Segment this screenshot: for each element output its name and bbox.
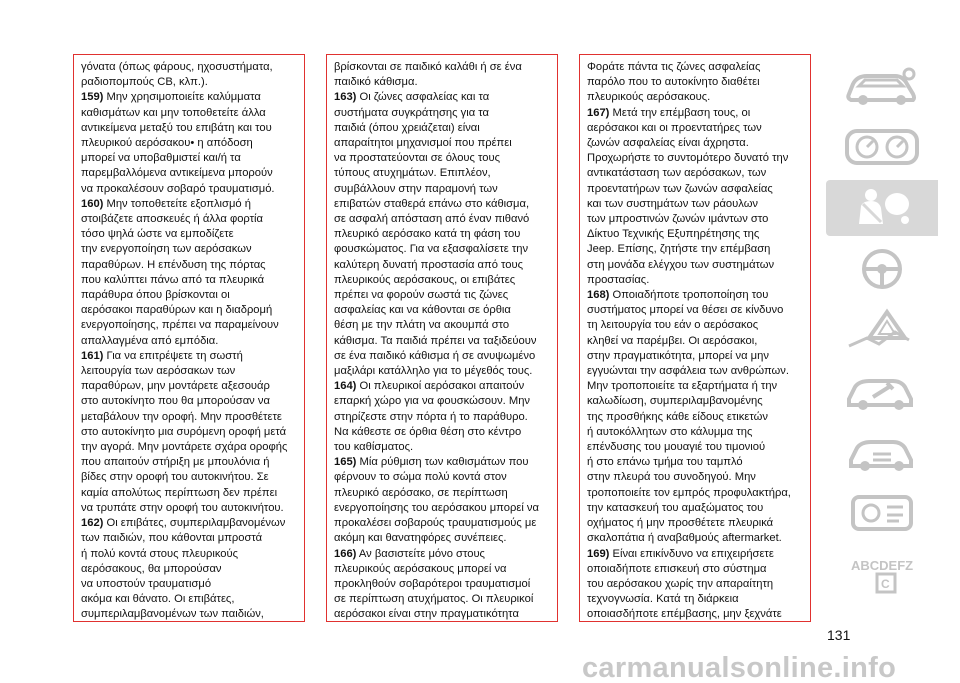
line-text: ασφαλείας και να κάθονται σε όρθια (334, 304, 511, 317)
line-text: στη μονάδα ελέγχου των συστημάτων (587, 258, 775, 271)
text-line (81, 501, 297, 516)
text-line (587, 531, 803, 546)
text-line (334, 516, 550, 531)
line-text: πλευρικού αερόσακου• η απόδοση (81, 137, 253, 150)
text-line (334, 121, 550, 136)
text-line (81, 212, 297, 227)
tab-safety[interactable] (826, 180, 938, 236)
text-line (587, 470, 803, 485)
line-text: πλευρικό αερόσακο, σε περίπτωση (334, 486, 508, 499)
line-text: λειτουργία των αερόσακων των (81, 365, 236, 378)
text-line (587, 364, 803, 379)
text-line (334, 288, 550, 303)
line-text: στο αυτοκίνητο που θα μπορούσαν να (81, 395, 270, 408)
text-line (334, 258, 550, 273)
line-text: ενεργοποίησης του αερόσακου μπορεί να (334, 501, 539, 514)
text-line (81, 607, 297, 622)
line-text: Οποιαδήποτε τροποποίηση του (609, 289, 769, 302)
tab-emergency[interactable] (826, 302, 938, 358)
line-text: βρίσκονται σε παιδικό καλάθι ή σε ένα (334, 61, 522, 73)
line-text: σε ασφαλή απόσταση από έναν πιθανό (334, 213, 530, 226)
line-text: Οι επιβάτες, συμπεριλαμβανομένων (103, 517, 286, 530)
line-text: την ενεργοποίηση των αερόσακων (81, 243, 252, 256)
text-line (334, 166, 550, 181)
line-text: ακόμη και θανατηφόρες συνέπειες. (334, 532, 507, 545)
line-text: του αερόσακου χωρίς την απαραίτητη (587, 577, 774, 590)
text-line (334, 318, 550, 333)
line-text: καλύτερη δυνατή προστασία από τους (334, 258, 524, 271)
text-column-1 (73, 54, 305, 622)
line-text: γόνατα (όπως φάρους, ηχοσυστήματα, (81, 61, 273, 73)
line-text: που καλύπτει πάνω από τα πλευρικά (81, 273, 265, 286)
line-text: Οι ζώνες ασφαλείας και τα (356, 91, 490, 104)
text-line (334, 349, 550, 364)
line-text: σκαλοπάτια ή αναβαθμούς aftermarket. (587, 532, 782, 545)
line-text: οποιαδήποτε επισκευή στο σύστημα (587, 562, 767, 575)
line-text: πλευρικούς αερόσακους. (587, 91, 711, 104)
line-text: των παιδιών, που κάθονται μπροστά (81, 532, 263, 545)
text-line (587, 562, 803, 577)
text-line (587, 197, 803, 212)
line-text: θέση με την πλάτη να ακουμπά στο (334, 319, 510, 332)
line-text: ζωνών ασφαλείας είναι άχρηστα. (587, 137, 749, 150)
text-line (81, 394, 297, 409)
line-text: ή αυτοκόλλητων στο κάλυμμα της (587, 425, 753, 438)
svg-text:C: C (881, 577, 890, 591)
text-line (334, 394, 550, 409)
text-line (81, 334, 297, 349)
text-line (81, 242, 297, 257)
text-line (334, 75, 550, 90)
page-number: 131 (827, 627, 851, 643)
text-line (587, 212, 803, 227)
line-text: καθισμάτων και μην τοποθετείτε άλλα (81, 106, 266, 119)
line-text: Μην χρησιμοποιείτε καλύμματα (103, 91, 261, 104)
dashboard-gauge-icon (843, 125, 921, 169)
line-text: οποιασδήποτε επέμβασης, μην ξεχνάτε (587, 608, 782, 621)
line-text: Φοράτε πάντα τις ζώνες ασφαλείας (587, 61, 761, 73)
line-text: φέρνουν το σώμα πολύ κοντά στον (334, 471, 507, 484)
line-text: τύπους ατυχημάτων. Επιπλέον, (334, 167, 491, 180)
text-line (81, 121, 297, 136)
line-text: τροποποιείτε τον εμπρός προφυλακτήρα, (587, 486, 791, 499)
text-line (587, 303, 803, 318)
text-line (334, 592, 550, 607)
note-number: 165) (334, 456, 357, 469)
line-text: παραθύρων, μην μοντάρετε αξεσουάρ (81, 380, 270, 393)
text-line (334, 106, 550, 121)
line-text: στο αυτοκίνητο μια συρόμενη οροφή μετά (81, 425, 287, 438)
line-text: προεντατήρων των ζωνών ασφαλείας (587, 182, 773, 195)
line-text: καμία απολύτως περίπτωση δεν πρέπει (81, 486, 278, 499)
text-line (81, 90, 297, 105)
text-line (81, 425, 297, 440)
line-text: να τρυπάτε στην οροφή του αυτοκινήτου. (81, 501, 284, 514)
text-line (81, 349, 297, 364)
text-line (81, 75, 297, 90)
text-line (587, 273, 803, 288)
line-text: ή πολύ κοντά στους πλευρικούς (81, 547, 239, 560)
line-text: μεταβάλουν την οροφή. Μην προσθέτετε (81, 410, 282, 423)
line-text: οχήματος ή μην προσθέτετε πλευρικά (587, 517, 774, 530)
line-text: παράθυρα όπου βρίσκονται οι (81, 289, 230, 302)
text-line (81, 227, 297, 242)
tab-multimedia[interactable] (826, 485, 938, 541)
line-text: προκληθούν σοβαρότεροι τραυματισμοί (334, 577, 531, 590)
line-text: του καθίσματος. (334, 441, 414, 454)
index-letters: ABCDEFZ (851, 558, 914, 573)
line-text: τεχνογνωσία. Κατά τη διάρκεια (587, 593, 739, 606)
line-text: Να κάθεστε σε όρθια θέση στο κέντρο (334, 425, 522, 438)
text-line (587, 577, 803, 592)
note-number: 163) (334, 91, 357, 104)
line-text: στην πλευρά του συνοδηγού. Μην (587, 471, 756, 484)
line-text: Jeep. Επίσης, ζητήστε την επέμβαση (587, 243, 771, 256)
text-line (587, 242, 803, 257)
tab-knowing-vehicle[interactable] (826, 58, 938, 114)
tab-dashboard[interactable] (826, 119, 938, 175)
note-number: 166) (334, 547, 357, 560)
note-number: 167) (587, 106, 610, 119)
text-line (587, 394, 803, 409)
text-line (587, 227, 803, 242)
line-text: προκαλέσει σοβαρούς τραυματισμούς με (334, 517, 537, 530)
text-line (334, 273, 550, 288)
text-line (81, 288, 297, 303)
line-text: ενεργοποίησης, πρέπει να παραμείνουν (81, 319, 279, 332)
steering-wheel-icon (843, 247, 921, 291)
text-line (587, 547, 803, 562)
line-text: συμβάλλουν στην παραμονή των (334, 182, 498, 195)
seatbelt-airbag-icon (843, 186, 921, 230)
note-number: 162) (81, 517, 104, 530)
text-line (334, 197, 550, 212)
text-line (587, 592, 803, 607)
media-settings-icon (843, 491, 921, 535)
line-text: καλωδίωση, συμπεριλαμβανομένης (587, 395, 763, 408)
line-text: Μην τοποθετείτε εξοπλισμό ή (103, 197, 251, 210)
text-line (587, 121, 803, 136)
car-outline-icon (843, 64, 921, 108)
line-text: και των συστημάτων των ράουλων (587, 197, 759, 210)
text-line (81, 303, 297, 318)
line-text: συστήματος μπορεί να θέσει σε κίνδυνο (587, 304, 784, 317)
line-text: μαξιλάρι κατάλληλο για το μέγεθός τους. (334, 365, 533, 378)
line-text: κληθεί να παρέμβει. Οι αερόσακοι, (587, 334, 758, 347)
text-line (81, 486, 297, 501)
text-line (334, 410, 550, 425)
text-line (81, 592, 297, 607)
text-line (334, 303, 550, 318)
text-line (334, 577, 550, 592)
text-line (334, 440, 550, 455)
text-line (81, 531, 297, 546)
text-line (587, 455, 803, 470)
tab-starting-driving[interactable] (826, 241, 938, 297)
line-text: ραδιοπομπούς CB, κλπ.). (81, 76, 208, 89)
note-number: 164) (334, 380, 357, 393)
line-text: αντικείμενα μεταξύ του επιβάτη και του (81, 121, 272, 134)
text-line (587, 288, 803, 303)
text-line (334, 562, 550, 577)
text-line (587, 90, 803, 105)
text-line (587, 136, 803, 151)
text-line (587, 516, 803, 531)
text-line (587, 607, 803, 622)
line-text: παραθύρων. Η επένδυση της πόρτας (81, 258, 266, 271)
text-line (334, 486, 550, 501)
text-line (334, 60, 550, 75)
text-column-2 (326, 54, 558, 622)
text-line (587, 151, 803, 166)
line-text: παρεμβαλλόμενα αντικείμενα μπορούν (81, 167, 273, 180)
text-line (587, 440, 803, 455)
line-text: στηρίζεστε στην πόρτα ή το παράθυρο. (334, 410, 528, 423)
text-line (334, 364, 550, 379)
text-line (587, 106, 803, 121)
text-line (334, 531, 550, 546)
chapter-tabs (826, 58, 938, 607)
tab-index[interactable] (826, 546, 938, 602)
text-line (81, 60, 297, 75)
line-text: να προστατεύονται σε όλους τους (334, 152, 501, 165)
text-line (334, 136, 550, 151)
tab-servicing[interactable] (826, 363, 938, 419)
line-text: παιδικό κάθισμα. (334, 76, 418, 89)
warning-triangle-icon (843, 308, 921, 352)
note-number: 159) (81, 91, 104, 104)
text-column-3 (579, 54, 811, 622)
text-line (587, 318, 803, 333)
text-line (81, 258, 297, 273)
text-line (334, 607, 550, 622)
text-line (81, 516, 297, 531)
line-text: επαρκή χώρο για να φουσκώσουν. Μην (334, 395, 531, 408)
line-text: παρόλο που το αυτοκίνητο διαθέτει (587, 76, 760, 89)
line-text: βίδες στην οροφή του αυτοκινήτου. Σε (81, 471, 269, 484)
line-text: τη λειτουργία του εάν ο αερόσακος (587, 319, 759, 332)
line-text: στην πραγματικότητα, μπορεί να μην (587, 349, 769, 362)
line-text: ακόμα και θάνατο. Οι επιβάτες, (81, 593, 235, 606)
line-text: σε περίπτωση ατυχήματος. Οι πλευρικοί (334, 593, 534, 606)
car-specs-icon (843, 430, 921, 474)
text-line (334, 227, 550, 242)
text-line (587, 486, 803, 501)
line-text: Μετά την επέμβαση τους, οι (609, 106, 751, 119)
line-text: Μία ρύθμιση των καθισμάτων που (356, 456, 529, 469)
line-text: αερόσακοι παραθύρων και η διαδρομή (81, 304, 273, 317)
text-line (81, 318, 297, 333)
line-text: την αγορά. Μην μοντάρετε σχάρα οροφής (81, 441, 288, 454)
text-line (587, 501, 803, 516)
line-text: Αν βασιστείτε μόνο στους (356, 547, 485, 560)
note-number: 160) (81, 197, 104, 210)
line-text: απαλλαγμένα από εμπόδια. (81, 334, 219, 347)
text-line (587, 379, 803, 394)
text-line (81, 379, 297, 394)
line-text: Προχωρήστε το συντομότερο δυνατό την (587, 152, 789, 165)
text-line (81, 273, 297, 288)
text-line (334, 470, 550, 485)
text-line (81, 364, 297, 379)
note-number: 168) (587, 289, 610, 302)
line-text: συμπεριλαμβανομένων των παιδιών, (81, 608, 264, 621)
line-text: συστήματα συγκράτησης για τα (334, 106, 490, 119)
note-number: 161) (81, 349, 104, 362)
text-line (81, 151, 297, 166)
line-text: κάθισμα. Τα παιδιά πρέπει να ταξιδεύουν (334, 334, 537, 347)
text-line (334, 242, 550, 257)
line-text: να προκαλέσουν σοβαρό τραυματισμό. (81, 182, 275, 195)
line-text: Μην τροποποιείτε τα εξαρτήματα ή την (587, 380, 778, 393)
text-line (334, 334, 550, 349)
line-text: μπορεί να υποβαθμιστεί και/ή τα (81, 152, 241, 165)
line-text: παιδιά (όπου χρειάζεται) είναι (334, 121, 480, 134)
line-text: Για να επιτρέψετε τη σωστή (103, 349, 243, 362)
text-line (587, 334, 803, 349)
alphabet-index-icon (843, 552, 921, 596)
line-text: των μπροστινών ζωνών ιμάντων στο (587, 213, 769, 226)
line-text: επένδυσης του μουαγιέ του τιμονιού (587, 441, 766, 454)
text-line (334, 547, 550, 562)
tab-technical-data[interactable] (826, 424, 938, 480)
text-line (81, 562, 297, 577)
line-text: αερόσακοι και οι προεντατήρες των (587, 121, 762, 134)
text-line (587, 349, 803, 364)
text-line (334, 90, 550, 105)
line-text: Είναι επικίνδυνο να επιχειρήσετε (609, 547, 774, 560)
text-line (81, 166, 297, 181)
text-line (587, 410, 803, 425)
line-text: Οι πλευρικοί αερόσακοι απαιτούν (356, 380, 525, 393)
text-line (587, 258, 803, 273)
watermark-text: carmanualsonline.info (582, 652, 897, 683)
line-text: τόσο ψηλά ώστε να εμποδίζετε (81, 228, 234, 241)
line-text: απαραίτητοι μηχανισμοί που πρέπει (334, 137, 512, 150)
text-line (334, 182, 550, 197)
text-line (587, 425, 803, 440)
line-text: που απαιτούν στήριξη με μπουλόνια ή (81, 456, 270, 469)
text-line (81, 106, 297, 121)
line-text: Δίκτυο Τεχνικής Εξυπηρέτησης της (587, 228, 760, 241)
line-text: αντικατάσταση των αερόσακων, των (587, 167, 767, 180)
line-text: πλευρικό αερόσακο κατά τη φάση του (334, 228, 521, 241)
line-text: στοιβάζετε αποσκευές ή άλλα φορτία (81, 213, 263, 226)
line-text: ή στο επάνω τμήμα του ταμπλό (587, 456, 743, 469)
line-text: να υποστούν τραυματισμό (81, 577, 212, 590)
line-text: εγγυώνται την ασφάλεια των ανθρώπων. (587, 365, 789, 378)
text-line (587, 60, 803, 75)
line-text: την κατασκευή του αμαξώματος του (587, 501, 764, 514)
text-line (334, 212, 550, 227)
text-line (334, 501, 550, 516)
text-line (587, 166, 803, 181)
text-line (81, 455, 297, 470)
text-line (81, 182, 297, 197)
line-text: πλευρικούς αερόσακους μπορεί να (334, 562, 507, 575)
text-line (81, 470, 297, 485)
text-line (81, 136, 297, 151)
car-wrench-icon (843, 369, 921, 413)
line-text: πλευρικούς αερόσακους, οι επιβάτες (334, 273, 516, 286)
text-line (587, 75, 803, 90)
text-line (81, 440, 297, 455)
text-line (81, 577, 297, 592)
text-line (587, 182, 803, 197)
line-text: προστασίας. (587, 273, 650, 286)
line-text: σε ένα παιδικό κάθισμα ή σε ανυψωμένο (334, 349, 536, 362)
note-number: 169) (587, 547, 610, 560)
line-text: αερόσακους, θα μπορούσαν (81, 562, 222, 575)
line-text: της προσθήκης κάθε είδους ετικετών (587, 410, 768, 423)
line-text: πρέπει να φορούν σωστά τις ζώνες (334, 289, 509, 302)
text-line (334, 455, 550, 470)
text-line (334, 151, 550, 166)
text-line (334, 379, 550, 394)
line-text: επιβατών σταθερά επάνω στο κάθισμα, (334, 197, 530, 210)
text-line (81, 547, 297, 562)
text-line (81, 197, 297, 212)
line-text: αερόσακοι είναι στην πραγματικότητα (334, 608, 519, 621)
text-line (334, 425, 550, 440)
text-line (81, 410, 297, 425)
line-text: φουσκώματος. Για να εξασφαλίσετε την (334, 243, 529, 256)
